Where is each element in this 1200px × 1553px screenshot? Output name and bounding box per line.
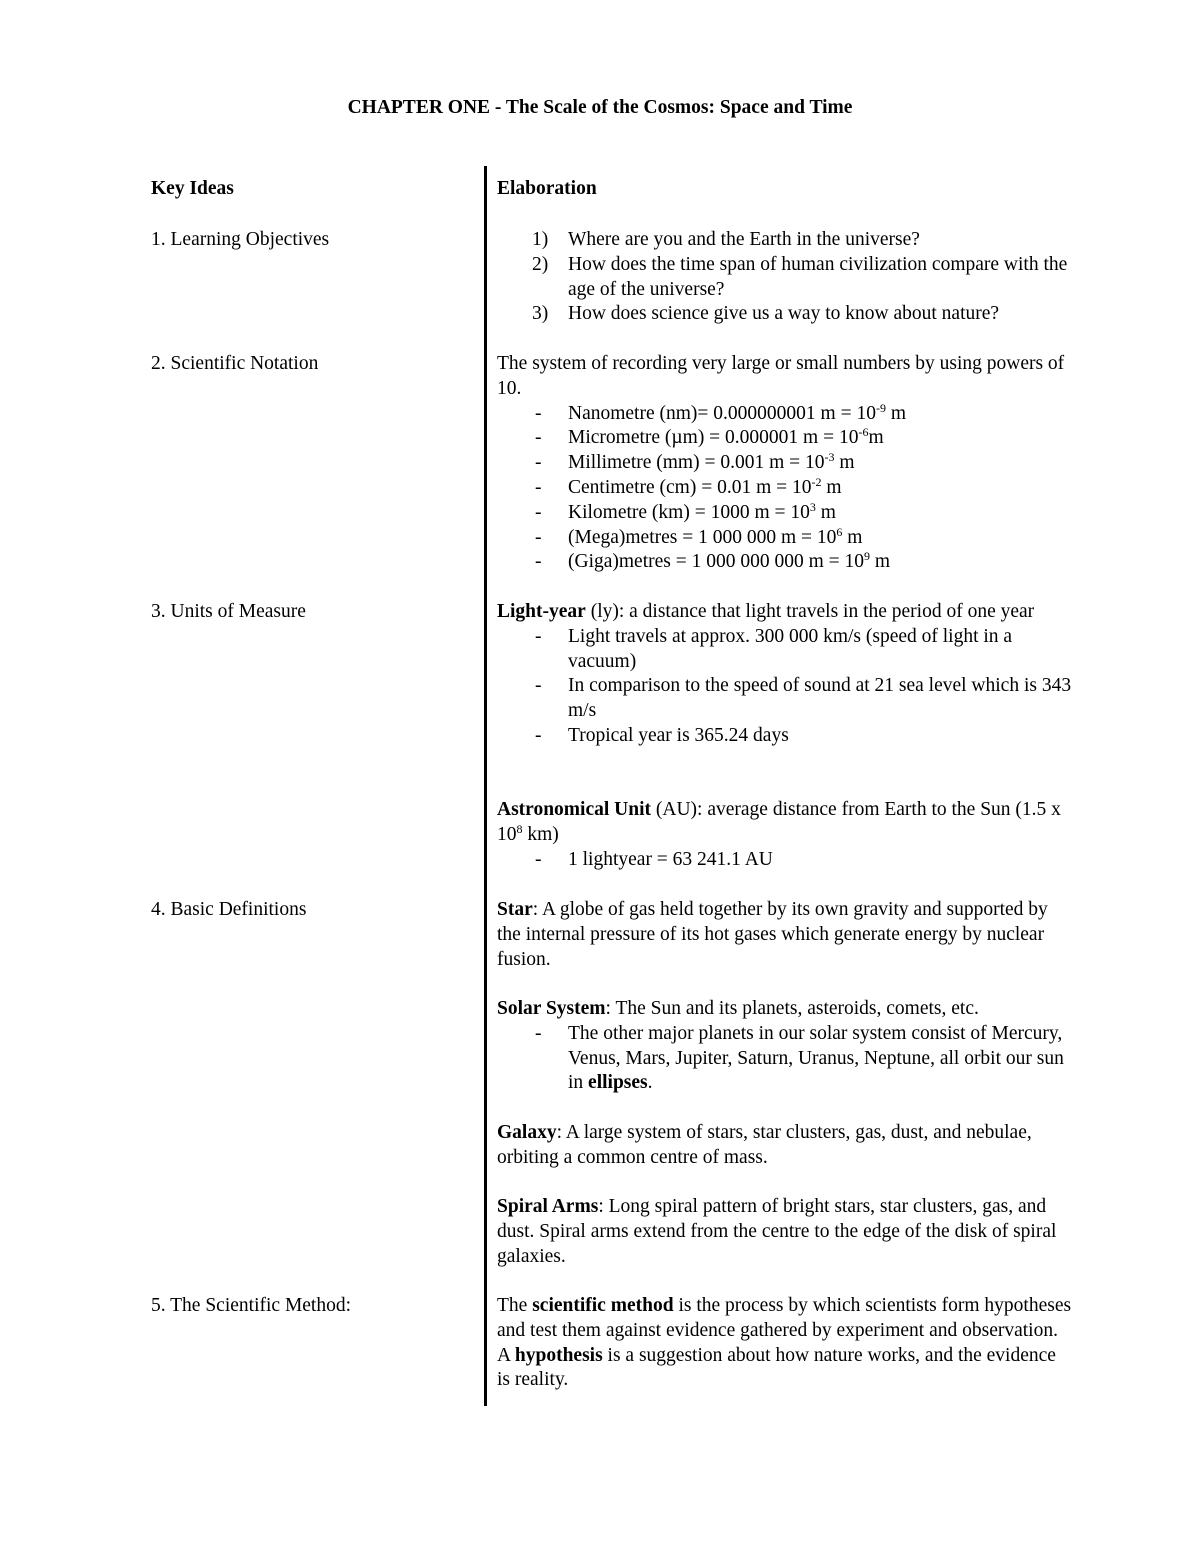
list-item: - (Giga)metres = 1 000 000 000 $m = 10^9$ m: [535, 549, 891, 573]
astronomical-unit-definition: Astronomical Unit (AU): average distance from Earth to the Sun (1.5 x $10^8$ km): [497, 799, 1061, 845]
spiral-arms-definition: Spiral Arms: Long spiral pattern of bright stars, star clusters, gas, and dust. Spiral arms extend from the centre to the edge of the disk of spiral galaxies.: [497, 1196, 1057, 1267]
list-item: - The other major planets in our solar system consist of Mercury, Venus, Mars, Jupiter, Saturn, Uranus, Neptune, all orbit our sun in ellipses.: [535, 1022, 1064, 1094]
list-item: 1) Where are you and the Earth in the universe?: [532, 229, 920, 250]
list-item: - 1 lightyear = 63 241.1 AU: [535, 848, 773, 870]
galaxy-definition: Galaxy: A large system of stars, star clusters, gas, dust, and nebulae, orbiting a common centre of mass.: [497, 1122, 1032, 1168]
solar-system-block: [497, 997, 1072, 1096]
units-block: [497, 600, 1072, 749]
label-basic-definitions: 4. Basic Definitions: [151, 899, 307, 920]
label-learning-objectives: 1. Learning Objectives: [151, 229, 330, 250]
label-units-of-measure: 3. Units of Measure: [151, 601, 306, 622]
column-divider: [484, 166, 487, 1406]
list-item: 2) How does the time span of human civilization compare with the age of the universe?: [532, 253, 1068, 300]
solar-system-definition: Solar System: The Sun and its planets, asteroids, comets, etc.: [497, 998, 979, 1019]
notation-block: [497, 352, 1072, 575]
list-item: - Kilometre (km) = 1000 $m = 10^3$ m: [535, 499, 836, 523]
list-item: - (Mega)metres = 1 000 000 $m = 10^6$ m: [535, 524, 863, 548]
au-list: [497, 848, 1072, 873]
solar-system-list: [497, 1022, 1072, 1096]
list-item: - Nanometre (nm)= 0.000000001 $m = 10^{-9}$ m: [535, 400, 906, 424]
list-item: - In comparison to the speed of sound at 21 sea level which is 343 m/s: [535, 675, 1072, 722]
objectives-list: [497, 228, 1072, 327]
list-item: - Millimetre (mm) = 0.001 $m = 10^{-3}$ m: [535, 450, 855, 474]
list-item: - Light travels at approx. 300 000 km/s (speed of light in a vacuum): [535, 625, 1013, 672]
star-definition: Star: A globe of gas held together by its own gravity and supported by the internal pressure of its hot gases which generate energy by nuclear fusion.: [497, 899, 1048, 970]
scientific-method-paragraph: The scientific method is the process by which scientists form hypotheses and test them against evidence gathered by experiment and observation. A hypothesis is a suggestion about how nature works, and the evidence is reality.: [497, 1295, 1072, 1391]
list-item: - Tropical year is 365.24 days: [535, 724, 789, 746]
notation-intro: The system of recording very large or small numbers by using powers of 10.: [497, 353, 1065, 399]
list-item: 3) How does science give us a way to know about nature?: [532, 303, 1000, 325]
label-scientific-method: 5. The Scientific Method:: [151, 1295, 352, 1316]
label-scientific-notation: 2. Scientific Notation: [151, 353, 319, 374]
elaboration-header: Elaboration: [497, 178, 597, 199]
list-item: - Centimetre (cm) = 0.01 $m = 10^{-2}$ m: [535, 474, 842, 498]
light-year-definition: Light-year (ly): a distance that light travels in the period of one year: [497, 601, 1035, 622]
key-ideas-header: Key Ideas: [151, 178, 234, 199]
au-block: [497, 798, 1072, 872]
light-year-list: [497, 625, 1072, 749]
list-item: - Micrometre (µm) = 0.000001 $m = 10^{-6}m$: [535, 425, 884, 449]
page-title: CHAPTER ONE - The Scale of the Cosmos: Space and Time: [347, 97, 853, 118]
notation-list: [497, 402, 1072, 576]
